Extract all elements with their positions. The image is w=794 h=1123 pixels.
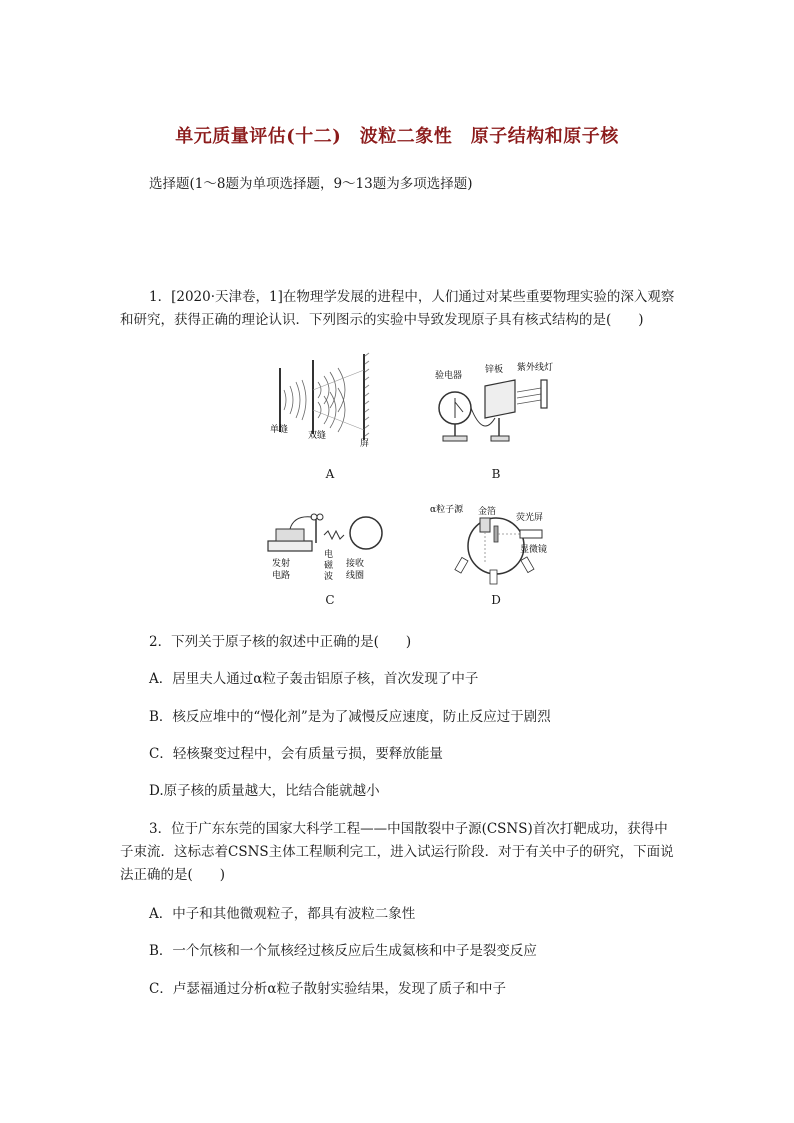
figure-d-alpha-scattering-diagram [430, 500, 570, 585]
label-double-slit: 双缝 [308, 431, 327, 441]
label-alpha-source: α粒子源 [430, 505, 464, 515]
figure-c-caption: C [325, 593, 335, 607]
label-single-slit: 单缝 [270, 425, 289, 435]
question-1 [120, 286, 680, 332]
label-microscope: 显微镜 [520, 545, 548, 555]
instruction-text: 选择题(1～8题为单项选择题，9～13题为多项选择题) [149, 176, 473, 192]
label-coil: 线圈 [346, 571, 365, 581]
label-em-2: 磁 [324, 561, 334, 571]
label-fluorescent-screen: 荧光屏 [516, 513, 544, 523]
question-2-option-a: A．居里夫人通过α粒子轰击铝原子核，首次发现了中子 [149, 671, 479, 687]
question-1-text: 1．[2020·天津卷，1]在物理学发展的进程中，人们通过对某些重要物理实验的深入观察和研究，获得正确的理论认识．下列图示的实验中导致发现原子具有核式结构的是( ) [120, 289, 675, 328]
question-2-option-d: D.原子核的质量越大，比结合能就越小 [149, 783, 380, 799]
label-receive: 接收 [346, 559, 365, 569]
label-em-1: 电 [324, 550, 334, 560]
figure-a-caption: A [325, 467, 335, 481]
label-gold-foil: 金箔 [478, 507, 497, 517]
question-3-option-b: B．一个氘核和一个氚核经过核反应后生成氦核和中子是裂变反应 [149, 943, 537, 959]
question-2-option-b: B．核反应堆中的“慢化剂”是为了减慢反应速度，防止反应过于剧烈 [149, 709, 551, 725]
question-3-stem: 3．位于广东东莞的国家大科学工程——中国散裂中子源(CSNS)首次打靶成功，获得中子束流．这标志着CSNS主体工程顺利完工，进入试运行阶段．对于有关中子的研究，下面说法正确的是( ) [120, 821, 674, 883]
question-3 [120, 818, 680, 887]
figure-d-caption: D [491, 593, 501, 607]
question-2-option-c: C．轻核聚变过程中，会有质量亏损，要释放能量 [149, 746, 443, 762]
label-emit: 发射 [272, 559, 291, 569]
figure-c-em-wave-diagram [262, 505, 387, 585]
question-3-option-a: A．中子和其他微观粒子，都具有波粒二象性 [149, 906, 416, 922]
figure-b-caption: B [491, 467, 501, 481]
question-2-stem: 2．下列关于原子核的叙述中正确的是( ) [149, 634, 412, 650]
figure-b-photoelectric-diagram [433, 358, 563, 448]
label-circuit: 电路 [272, 571, 291, 581]
label-zinc-plate: 锌板 [485, 365, 504, 375]
label-screen: 屏 [360, 439, 370, 449]
question-3-option-c: C．卢瑟福通过分析α粒子散射实验结果，发现了质子和中子 [149, 981, 506, 997]
label-uv-lamp: 紫外线灯 [517, 363, 554, 373]
label-em-3: 波 [324, 572, 334, 582]
page-title: 单元质量评估(十二) 波粒二象性 原子结构和原子核 [175, 126, 619, 147]
label-electroscope: 验电器 [435, 371, 463, 381]
figure-a-double-slit-diagram [268, 350, 388, 450]
